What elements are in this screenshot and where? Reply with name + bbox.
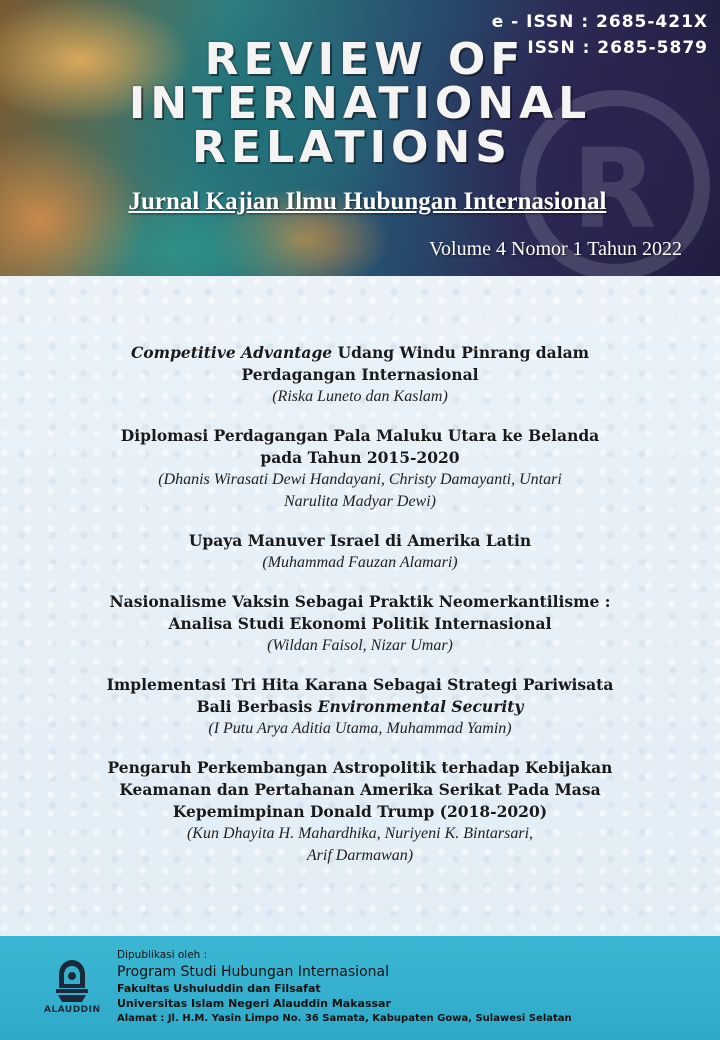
e-issn: e - ISSN : 2685-421X	[491, 12, 708, 32]
article-title: Pengaruh Perkembangan Astropolitik terhadap Kebijakan	[107, 758, 613, 777]
article-title: Nasionalisme Vaksin Sebagai Praktik Neomerkantilisme :	[109, 592, 611, 611]
article-title: Diplomasi Perdagangan Pala Maluku Utara ke Belanda	[120, 426, 600, 445]
volume-info: Volume 4 Nomor 1 Tahun 2022	[429, 238, 682, 260]
article-authors: (Riska Luneto dan Kaslam)	[272, 388, 448, 405]
article-title-line: Perdagangan Internasional	[241, 365, 479, 384]
emblem-letter: R	[572, 125, 657, 253]
article-title-emphasis: Environmental Security	[317, 697, 524, 716]
journal-title-line-2: INTERNATIONAL	[128, 78, 592, 129]
article-authors: (I Putu Arya Aditia Utama, Muhammad Yamin)	[208, 720, 512, 737]
article-authors-line: Arif Darmawan)	[306, 847, 414, 864]
article-title-line: Kepemimpinan Donald Trump (2018-2020)	[172, 802, 548, 821]
cover-banner	[0, 0, 720, 276]
article-title-line: Analisa Studi Ekonomi Politik Internasional	[168, 614, 552, 633]
journal-title-line-3: RELATIONS	[192, 122, 512, 173]
article-6	[0, 757, 720, 867]
article-title-rest: Udang Windu Pinrang dalam	[332, 343, 590, 362]
article-title-start: Bali Berbasis	[196, 697, 318, 716]
article-authors: (Wildan Faisol, Nizar Umar)	[267, 637, 453, 654]
published-by-label: Dipublikasi oleh :	[117, 949, 208, 961]
article-authors: (Kun Dhayita H. Mahardhika, Nuriyeni K. Bintarsari,	[186, 825, 534, 842]
article-5	[0, 674, 720, 740]
article-4	[0, 591, 720, 657]
article-1	[0, 342, 720, 408]
program-name: Program Studi Hubungan Internasional	[117, 964, 389, 980]
table-of-contents	[0, 276, 720, 936]
article-3	[0, 530, 720, 574]
faculty-name: Fakultas Ushuluddin dan Filsafat	[117, 982, 321, 995]
article-title	[0, 342, 720, 364]
article-title: Implementasi Tri Hita Karana Sebagai Strategi Pariwisata	[106, 675, 614, 694]
journal-subtitle: Jurnal Kajian Ilmu Hubungan Internasional	[128, 188, 607, 215]
university-name: Universitas Islam Negeri Alauddin Makassar	[117, 997, 391, 1010]
article-title-line	[0, 696, 720, 718]
university-logo-icon	[52, 958, 92, 1004]
publisher-address: Alamat : Jl. H.M. Yasin Limpo No. 36 Samata, Kabupaten Gowa, Sulawesi Selatan	[117, 1013, 572, 1024]
publisher-info	[117, 948, 572, 1026]
publisher-footer	[0, 936, 720, 1040]
journal-title-line-1: REVIEW OF	[204, 34, 526, 85]
article-title-line: Keamanan dan Pertahanan Amerika Serikat Pada Masa	[119, 780, 601, 799]
article-2	[0, 425, 720, 513]
university-logo	[44, 958, 100, 1028]
article-title-emphasis: Competitive Advantage	[130, 343, 333, 362]
article-authors: (Dhanis Wirasati Dewi Handayani, Christy Damayanti, Untari	[158, 471, 562, 488]
article-list	[0, 342, 720, 884]
article-authors-line: Narulita Madyar Dewi)	[284, 493, 436, 510]
university-logo-name: ALAUDDIN	[44, 1005, 101, 1015]
article-title-line: pada Tahun 2015-2020	[260, 448, 460, 467]
article-title: Upaya Manuver Israel di Amerika Latin	[188, 531, 532, 550]
print-issn: ISSN : 2685-5879	[527, 38, 708, 58]
article-authors: (Muhammad Fauzan Alamari)	[262, 554, 458, 571]
